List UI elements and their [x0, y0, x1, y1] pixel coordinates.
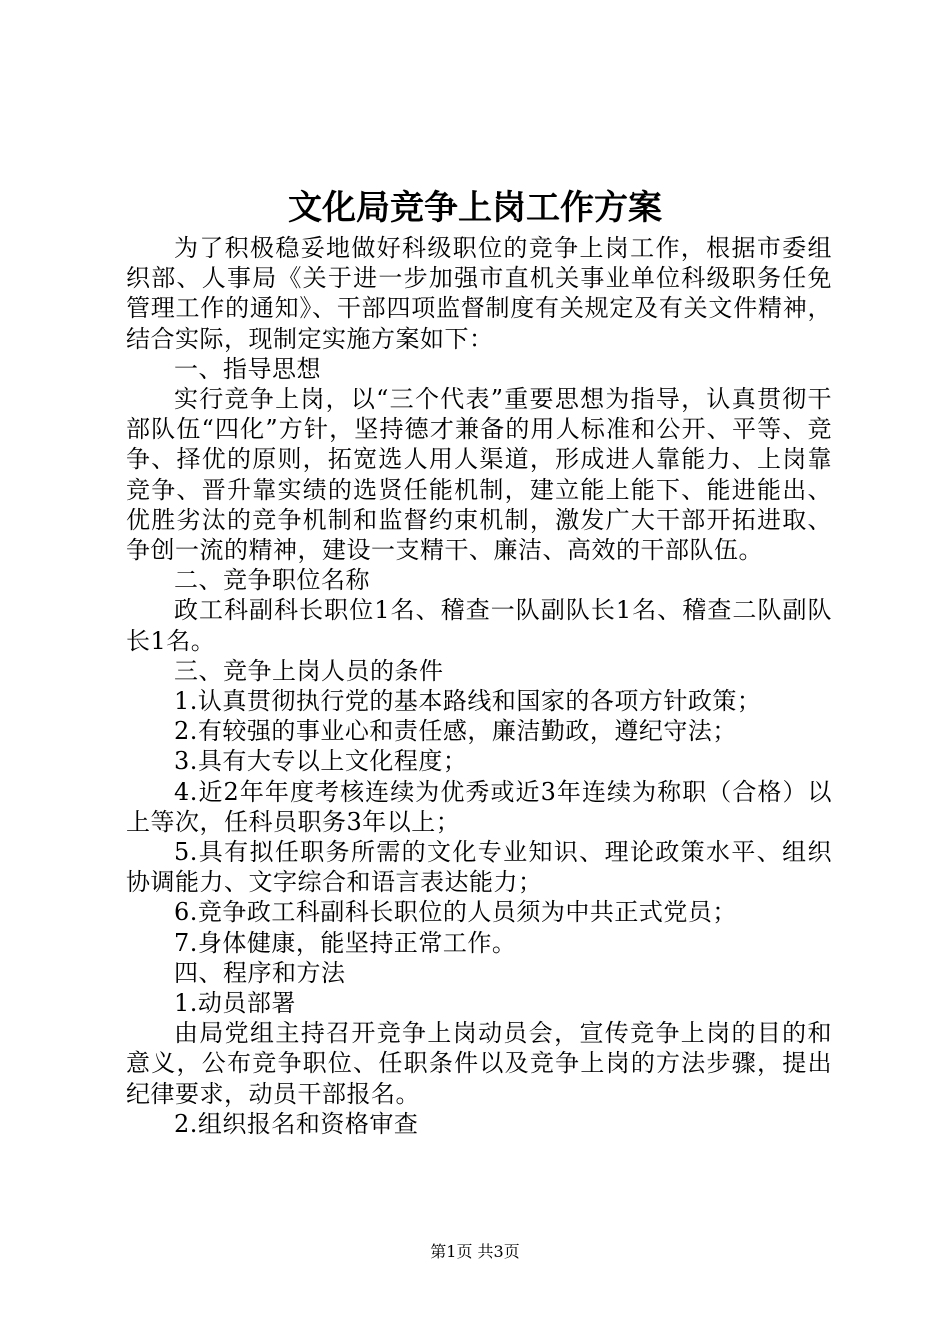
condition-item: 1.认真贯彻执行党的基本路线和国家的各项方针政策； [174, 687, 762, 716]
document-title: 文化局竞争上岗工作方案 [288, 188, 662, 228]
heading-guiding-ideology: 一、指导思想 [174, 354, 321, 383]
heading-procedure: 四、程序和方法 [174, 958, 346, 987]
condition-item: 6.竞争政工科副科长职位的人员须为中共正式党员； [174, 898, 737, 927]
subheading-mobilization: 1.动员部署 [174, 989, 296, 1018]
paragraph-guiding-ideology: 实行竞争上岗，以“三个代表”重要思想为指导，认真贯彻干部队伍“四化”方针，坚持德才兼备的用人标准和公开、平等、竞争、择优的原则，拓宽选人用人渠道，形成进人靠能力、上岗靠竞争、晋升靠实绩的选贤任能机制，建立能上能下、能进能出、优胜劣汰的竞争机制和监督约束机制，激发广大干部开拓进取、争创一流的精神，建设一支精干、廉洁、高效的干部队伍。 [126, 385, 832, 565]
condition-item: 3.具有大专以上文化程度； [174, 747, 468, 776]
subheading-registration: 2.组织报名和资格审查 [174, 1109, 419, 1138]
heading-conditions: 三、竞争上岗人员的条件 [174, 656, 444, 685]
condition-item: 7.身体健康，能坚持正常工作。 [174, 928, 517, 957]
condition-item: 4.近2年年度考核连续为优秀或近3年连续为称职（合格）以上等次，任科员职务3年以上； [126, 777, 832, 836]
paragraph-position-names: 政工科副科长职位1名、稽查一队副队长1名、稽查二队副队长1名。 [126, 596, 832, 655]
heading-position-names: 二、竞争职位名称 [174, 566, 370, 595]
paragraph-mobilization: 由局党组主持召开竞争上岗动员会，宣传竞争上岗的目的和意义，公布竞争职位、任职条件以及竞争上岗的方法步骤，提出纪律要求，动员干部报名。 [126, 1019, 832, 1108]
condition-item: 5.具有拟任职务所需的文化专业知识、理论政策水平、组织协调能力、文字综合和语言表达能力； [126, 838, 832, 897]
page-footer: 第1页 共3页 [430, 1242, 520, 1261]
paragraph-intro: 为了积极稳妥地做好科级职位的竞争上岗工作，根据市委组织部、人事局《关于进一步加强市直机关事业单位科级职务任免管理工作的通知》、干部四项监督制度有关规定及有关文件精神，结合实际，现制定实施方案如下： [126, 234, 832, 353]
condition-item: 2.有较强的事业心和责任感，廉洁勤政，遵纪守法； [174, 717, 737, 746]
document-body [126, 233, 832, 1139]
